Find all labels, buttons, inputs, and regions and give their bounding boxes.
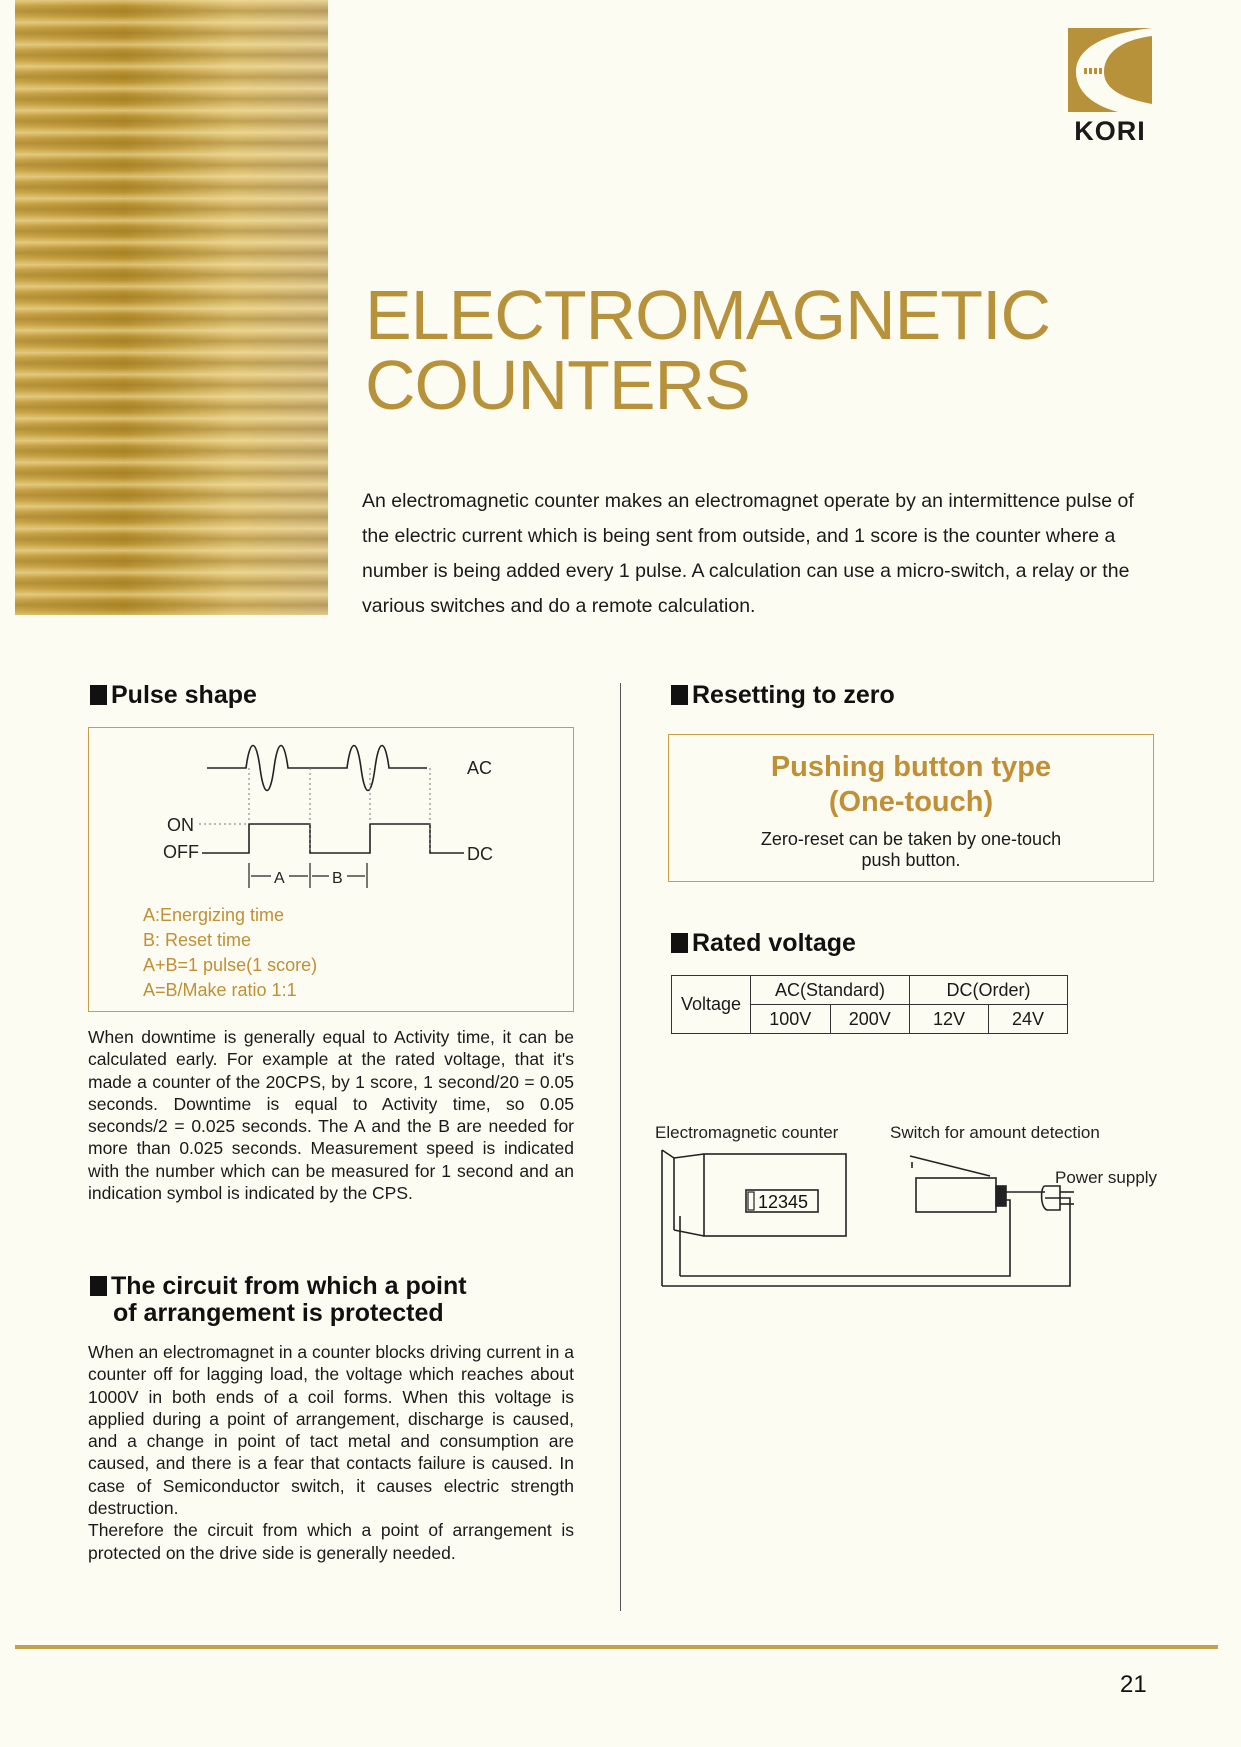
heading-square-icon: [90, 685, 107, 705]
legend-item: B: Reset time: [143, 930, 252, 950]
reset-type-line-1: Pushing button type: [770, 751, 1052, 783]
decorative-gold-band: [15, 0, 328, 615]
logo-mark-icon: [1068, 28, 1152, 112]
wiring-diagram: [650, 1120, 1190, 1305]
reset-type: [669, 750, 1153, 820]
brand-name: KORI: [1074, 116, 1146, 146]
table-cell: 24V: [989, 1005, 1068, 1034]
pulse-shape-heading: [90, 681, 257, 710]
b-label: B: [332, 870, 343, 887]
page-number: 21: [1120, 1671, 1147, 1698]
table-cell: 100V: [751, 1005, 831, 1034]
column-divider: [620, 683, 621, 1611]
kori-logo: [1068, 28, 1152, 146]
legend-item: A=B/Make ratio 1:1: [143, 980, 297, 1000]
title-line-2: COUNTERS: [365, 346, 750, 424]
rated-voltage-heading: [671, 929, 856, 958]
circuit-protection-heading: [90, 1273, 590, 1327]
switch-label: Switch for amount detection: [890, 1123, 1100, 1142]
power-supply-label: Power supply: [1055, 1168, 1158, 1187]
rated-voltage-table: [671, 975, 1068, 1034]
rated-voltage-heading-text: Rated voltage: [692, 929, 856, 957]
circuit-description: [88, 1341, 574, 1564]
counter-label: Electromagnetic counter: [655, 1123, 839, 1142]
heading-square-icon: [90, 1276, 107, 1296]
intro-paragraph: An electromagnetic counter makes an electromagnet operate by an intermittence pulse of the electric current which is being sent from outside, and 1 score is the counter where a number is being added every 1 pulse. A calculation can use a micro-switch, a relay or the various switches and do a remote calculation.: [362, 490, 1134, 617]
circuit-heading-line-1: The circuit from which a point: [111, 1272, 467, 1300]
on-label: ON: [167, 815, 194, 835]
page-title: [365, 276, 1165, 424]
heading-square-icon: [671, 685, 688, 705]
table-group-header: AC(Standard): [751, 976, 910, 1005]
title-line-1: ELECTROMAGNETIC: [365, 276, 1051, 354]
reset-type-line-2: (One-touch): [828, 786, 994, 818]
reset-desc-line-1: Zero-reset can be taken by one-touch: [760, 829, 1062, 849]
dc-label: DC: [467, 844, 493, 864]
circuit-paragraph-1: When an electromagnet in a counter blocks driving current in a counter off for lagging load, the voltage which reaches about 1000V in both ends of a coil forms. When this voltage is applied during a point of arrangement, discharge is caused, and a change in point of tact metal and consumption are caused, and there is a fear that contacts failure is caused. In case of Semiconductor switch, it causes electric strength destruction.: [88, 1342, 574, 1519]
pulse-legend: [143, 903, 317, 1003]
reset-heading: [671, 681, 895, 710]
table-cell: 12V: [910, 1005, 989, 1034]
reset-info-box: [668, 734, 1154, 882]
bottom-rule: [15, 1645, 1218, 1649]
circuit-heading-line-2: of arrangement is protected: [113, 1299, 444, 1327]
reset-description: [669, 829, 1153, 871]
circuit-paragraph-2: Therefore the circuit from which a point of arrangement is protected on the drive side is generally needed.: [88, 1520, 574, 1563]
legend-item: A+B=1 pulse(1 score): [143, 955, 318, 975]
off-label: OFF: [163, 842, 199, 862]
counter-display: 12345: [758, 1192, 809, 1212]
table-group-header: DC(Order): [910, 976, 1068, 1005]
ac-label: AC: [467, 758, 493, 778]
a-label: A: [274, 870, 285, 887]
table-cell: 200V: [830, 1005, 910, 1034]
legend-item: A:Energizing time: [143, 905, 285, 925]
pulse-shape-heading-text: Pulse shape: [111, 681, 257, 709]
reset-desc-line-2: push button.: [861, 850, 961, 870]
heading-square-icon: [671, 933, 688, 953]
reset-heading-text: Resetting to zero: [692, 681, 895, 709]
pulse-description: When downtime is generally equal to Activity time, it can be calculated early. For example at the rated voltage, that it's made a counter of the 20CPS, by 1 score, 1 second/20 = 0.05 seconds. Downtime is equal to Activity time, so 0.05 seconds/2 = 0.025 seconds. The A and the B are needed for more than 0.025 seconds. Measurement speed is indicated with the number which can be measured for 1 second and an indication symbol is indicated by the CPS.: [88, 1027, 574, 1204]
table-row: [672, 976, 1068, 1005]
table-row-label: Voltage: [672, 976, 751, 1034]
